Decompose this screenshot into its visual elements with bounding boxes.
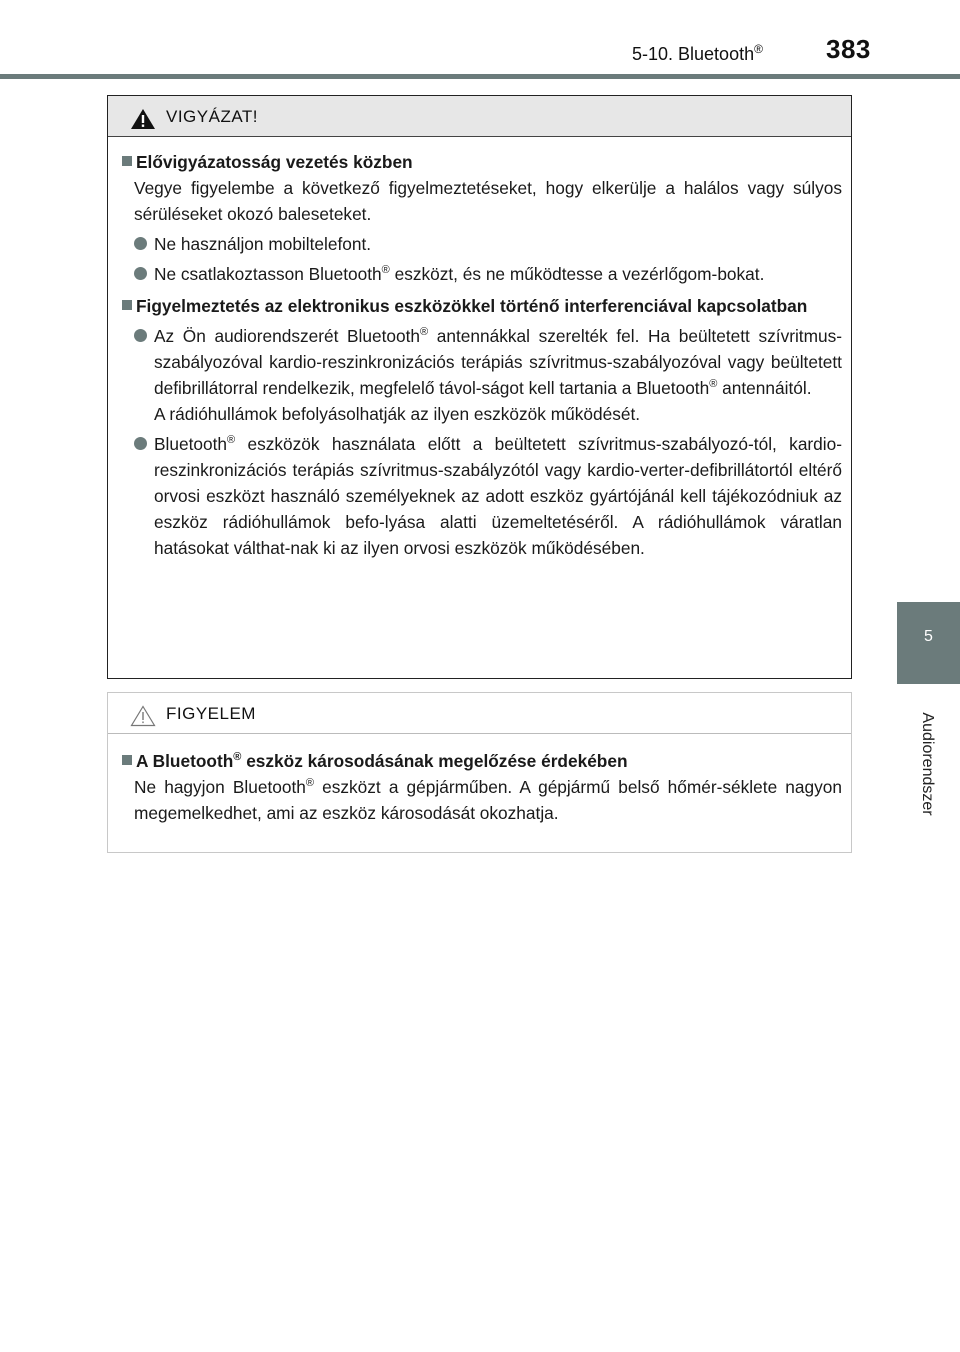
bullet-item [134,323,842,427]
bullet-text [154,431,842,561]
text-run: eszközök használata előtt a beültetett szívritmus-szabályozó-tól, kardio-reszinkronizációs terápiás szívritmus-szabályzótól vagy kardio-verter-defibrillátortól eltérő orvosi eszközt használó személyeknek az adott eszköz gyártójánál kell tájékozódniuk az eszköz rádióhullámok befo-lyása alatti üzemeltetéséről. A rádióhullámok váratlan hatásokat válthat-nak ki az ilyen orvosi eszközök működésében. [154,434,842,558]
paragraph [134,774,842,826]
warning-title: VIGYÁZAT! [166,107,259,126]
bullet-text [154,261,842,287]
registered-mark: ® [754,42,763,56]
section-heading [122,293,842,319]
notice-box-header [108,693,851,734]
registered-mark: ® [305,777,314,790]
text-run: eszközt, és ne működtesse a vezérlőgom-bokat. [389,264,765,284]
warning-body [108,137,851,561]
square-bullet-icon [122,156,132,166]
registered-mark: ® [233,751,242,764]
square-bullet-icon [122,300,132,310]
section-heading-text [136,748,628,774]
round-bullet-icon [134,267,147,280]
section-title-text: 5-10. Bluetooth [632,44,755,64]
chapter-number: 5 [924,628,933,645]
caution-triangle-outline-icon [130,705,156,727]
text-run: Ne csatlakoztasson Bluetooth [154,264,382,284]
bullet-text [154,323,842,427]
header-rule [0,74,960,79]
chapter-label [893,684,960,844]
warning-box-header [108,96,851,137]
registered-mark: ® [709,378,718,391]
section-heading [122,149,842,175]
registered-mark: ® [420,326,429,339]
warning-triangle-icon [130,108,156,130]
page-number: 383 [826,34,871,64]
registered-mark: ® [381,264,390,277]
paragraph: Vegye figyelembe a következő figyelmeztetéseket, hogy elkerülje a halálos vagy súlyos sérüléseket okozó baleseteket. [134,178,842,224]
text-run: Az Ön audiorendszerét Bluetooth [154,326,421,346]
text-run: eszközt a gépjárműben. A gépjármű belső hőmér-séklete nagyon megemelkedhet, ami az eszköz károsodását okozhatja. [134,777,842,823]
text-run: A Bluetooth [136,751,234,771]
text-line: A rádióhullámok befolyásolhatják az ilyen eszközök működését. [154,404,641,424]
registered-mark: ® [227,434,236,447]
round-bullet-icon [134,329,147,342]
text-run: antennákkal szerelték fel. Ha beültetett szívritmus-szabályozóval kardio-reszinkronizációs terápiás szívritmus-szabályozóval vagy beültetett defibrillátorral rendelkezik, megfelelő távol-ságot kell tartania a Bluetooth [154,326,843,398]
text-run: eszköz károsodásának megelőzése érdekében [241,751,628,771]
section-title [632,44,763,65]
round-bullet-icon [134,237,147,250]
chapter-label-text: Audiorendszer [919,712,936,816]
warning-box [107,95,852,679]
bullet-item [134,231,842,257]
text-run: Bluetooth [154,434,228,454]
bullet-text: Ne használjon mobiltelefont. [154,234,372,254]
section-heading [122,748,842,774]
bullet-item [134,261,842,287]
text-run: Ne hagyjon Bluetooth [134,777,306,797]
section-heading-text: Figyelmeztetés az elektronikus eszközökkel történő interferenciával kapcsolatban [136,296,808,316]
notice-box [107,692,852,853]
round-bullet-icon [134,437,147,450]
square-bullet-icon [122,755,132,765]
notice-body [108,734,851,826]
chapter-tab [897,602,960,684]
bullet-item [134,431,842,561]
section-heading-text: Elővigyázatosság vezetés közben [136,152,413,172]
notice-title: FIGYELEM [166,704,256,723]
text-run: antennáitól. [717,378,812,398]
